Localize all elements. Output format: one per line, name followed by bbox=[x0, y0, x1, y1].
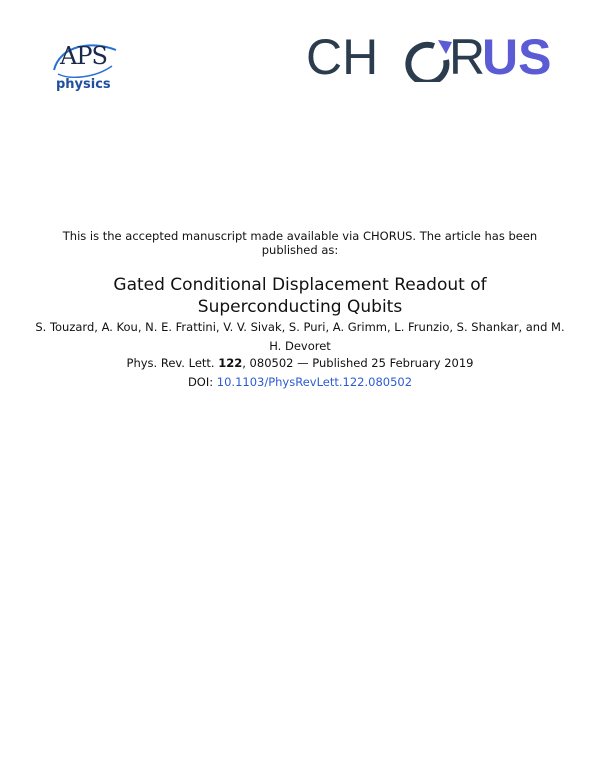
chorus-wordmark-r: R bbox=[449, 30, 486, 82]
aps-wordmark: APS bbox=[60, 42, 107, 70]
chorus-o-arrow-icon bbox=[408, 40, 452, 82]
article-authors: S. Touzard, A. Kou, N. E. Frattini, V. V. Sivak, S. Puri, A. Grimm, L. Frunzio, S. Shankar, and M. H. Devoret bbox=[35, 320, 565, 353]
chorus-wordmark bbox=[306, 30, 558, 82]
aps-subtitle: physics bbox=[56, 77, 111, 92]
article-citation bbox=[40, 356, 560, 371]
aps-physics-logo bbox=[50, 40, 122, 96]
citation-details: , 080502 — Published 25 February 2019 bbox=[242, 356, 474, 370]
citation-journal: Phys. Rev. Lett. bbox=[126, 356, 219, 370]
chorus-notice: This is the accepted manuscript made available via CHORUS. The article has been published as: bbox=[62, 229, 538, 257]
article-doi bbox=[40, 375, 560, 390]
chorus-logo bbox=[306, 30, 558, 82]
chorus-wordmark-dark: CH bbox=[306, 30, 379, 82]
doi-link[interactable]: 10.1103/PhysRevLett.122.080502 bbox=[216, 375, 413, 389]
doi-label: DOI: bbox=[187, 375, 217, 389]
chorus-wordmark-accent: US bbox=[482, 30, 552, 82]
citation-volume: 122 bbox=[218, 356, 243, 370]
article-title: Gated Conditional Displacement Readout of Superconducting Qubits bbox=[113, 275, 487, 317]
